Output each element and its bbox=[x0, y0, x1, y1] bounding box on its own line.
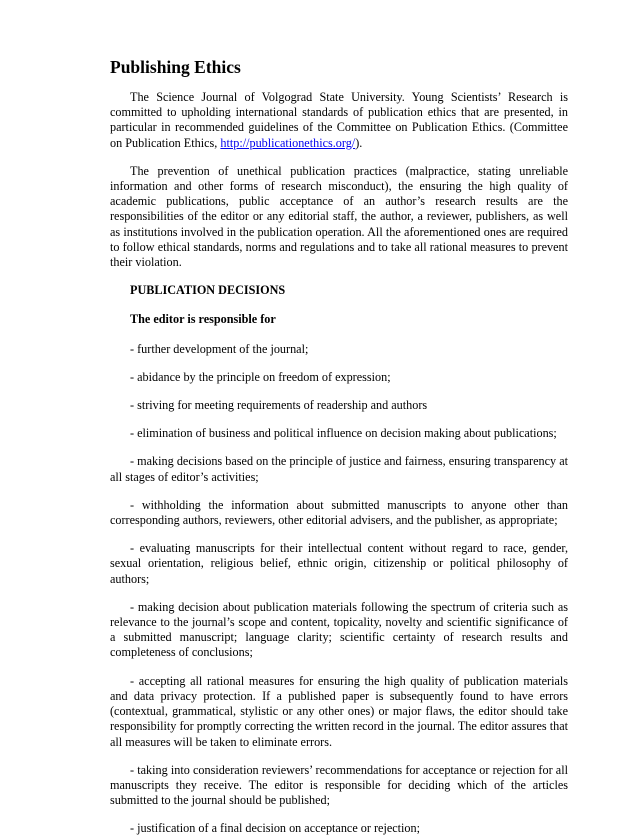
page-title: Publishing Ethics bbox=[110, 57, 241, 77]
intro-tail: ). bbox=[355, 135, 363, 150]
intro-paragraph bbox=[110, 90, 568, 151]
list-item: - justification of a final decision on acceptance or rejection; bbox=[130, 821, 421, 836]
list-item: - making decision about publication materials following the spectrum of criteria such as relevance to the journal’s scope and content, topicality, novelty and scientific significance of a submitted manuscript; language clarity; scientific certainty of research results and completeness of conclusions; bbox=[110, 599, 568, 660]
list-item: - withholding the information about submitted manuscripts to anyone other than corresponding authors, reviewers, other editorial advisers, and the publisher, as appropriate; bbox=[110, 497, 568, 528]
list-item: - evaluating manuscripts for their intellectual content without regard to race, gender, sexual orientation, religious belief, ethnic origin, citizenship or political philosophy of authors; bbox=[110, 541, 568, 586]
list-item: - making decisions based on the principle of justice and fairness, ensuring transparency at all stages of editor’s activities; bbox=[110, 454, 568, 484]
list-item: - striving for meeting requirements of readership and authors bbox=[130, 398, 428, 413]
cope-link[interactable]: http://publicationethics.org/ bbox=[220, 135, 356, 150]
prevention-paragraph: The prevention of unethical publication practices (malpractice, stating unreliable information and other forms of research misconduct), the ensuring the high quality of academic publications, public acceptance of an author’s research results are the responsibilities of the editor or any editorial staff, the author, a reviewer, publishers, as well as institutions involved in the publication operation. All the aforementioned ones are required to follow ethical standards, norms and regulations and to take all rational measures to prevent their violation. bbox=[110, 163, 568, 270]
editor-subheading: The editor is responsible for bbox=[130, 312, 276, 327]
list-item: - taking into consideration reviewers’ recommendations for acceptance or rejection for all manuscripts they receive. The editor is responsible for deciding which of the articles submitted to the journal should be published; bbox=[110, 762, 568, 808]
list-item: - accepting all rational measures for ensuring the high quality of publication materials and data privacy protection. If a published paper is subsequently found to have errors (contextual, grammatical, stylistic or any other ones) or major flaws, the editor should take responsibility for promptly correcting the written record in the journal. The editor assures that all measures will be taken to eliminate errors. bbox=[110, 673, 568, 749]
list-item: - abidance by the principle on freedom of expression; bbox=[130, 369, 391, 384]
list-item: - elimination of business and political influence on decision making about publications; bbox=[130, 426, 557, 441]
list-item: - further development of the journal; bbox=[130, 341, 309, 356]
intro-text: The Science Journal of Volgograd State University. Young Scientists’ Research is committed to upholding international standards of publication ethics that are presented, in particular in recommended guidelines of the Committee on Publication Ethics. (Committee on Publication Ethics, bbox=[110, 90, 568, 150]
section-heading: PUBLICATION DECISIONS bbox=[130, 283, 286, 298]
